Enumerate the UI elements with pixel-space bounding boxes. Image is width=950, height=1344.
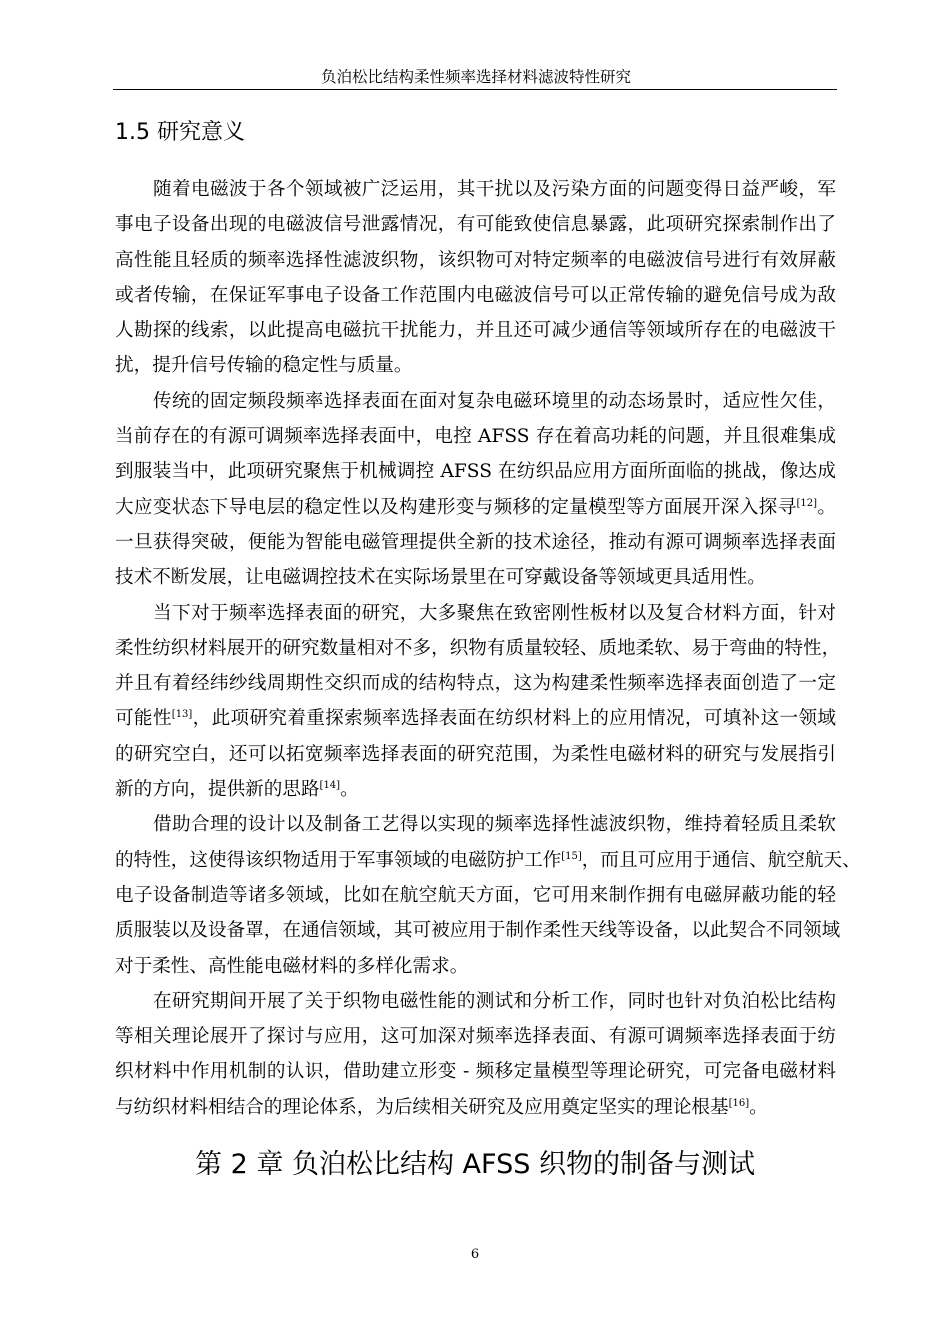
line-text: 织材料中作用机制的认识，借助建立形变 - 频移定量模型等理论研究，可完备电磁材料	[115, 1061, 836, 1083]
text-line	[115, 1019, 836, 1054]
line-text: 一旦获得突破，便能为智能电磁管理提供全新的技术途径，推动有源可调频率选择表面	[115, 531, 836, 553]
line-text: 。	[749, 1096, 768, 1118]
text-line	[115, 490, 836, 525]
text-line	[115, 384, 836, 419]
paragraph	[115, 172, 836, 384]
text-line	[115, 525, 836, 560]
citation-ref: [14]	[319, 780, 341, 792]
text-line	[115, 1054, 836, 1089]
line-text: 传统的固定频段频率选择表面在面对复杂电磁环境里的动态场景时，适应性欠佳，	[153, 390, 836, 412]
text-line	[115, 596, 836, 631]
line-text: 人勘探的线索，以此提高电磁抗干扰能力，并且还可减少通信等领域所存在的电磁波干	[115, 320, 836, 342]
text-line	[115, 772, 836, 807]
text-line	[115, 737, 836, 772]
text-line	[115, 843, 861, 878]
text-line	[115, 278, 836, 313]
line-text: 的特性，这使得该织物适用于军事领域的电磁防护工作	[115, 849, 562, 871]
citation-ref: [12]	[796, 497, 818, 509]
paragraph	[115, 384, 836, 596]
line-text: 的研究空白，还可以拓宽频率选择表面的研究范围，为柔性电磁材料的研究与发展指引	[115, 743, 836, 765]
text-line	[115, 560, 836, 595]
text-line	[115, 172, 836, 207]
line-text: 或者传输，在保证军事电子设备工作范围内电磁波信号可以正常传输的避免信号成为敌	[115, 284, 836, 306]
line-text: 借助合理的设计以及制备工艺得以实现的频率选择性滤波织物，维持着轻质且柔软	[153, 814, 836, 836]
text-line	[115, 243, 836, 278]
line-text: 当下对于频率选择表面的研究，大多聚焦在致密刚性板材以及复合材料方面，针对	[153, 602, 836, 624]
line-text: ，而且可应用于通信、航空航天、	[581, 849, 861, 871]
line-text: 技术不断发展，让电磁调控技术在实际场景里在可穿戴设备等领域更具适用性。	[115, 567, 766, 589]
section-heading: 1.5 研究意义	[115, 120, 245, 145]
line-text: 柔性纺织材料展开的研究数量相对不多，织物有质量较轻、质地柔软、易于弯曲的特性，	[115, 637, 841, 659]
text-line	[115, 949, 836, 984]
text-line	[115, 419, 836, 454]
text-line	[115, 913, 841, 948]
body-text	[115, 172, 861, 1125]
text-line	[115, 1090, 836, 1125]
text-line	[115, 631, 841, 666]
text-line	[115, 807, 836, 842]
text-line	[115, 313, 836, 348]
paragraph	[115, 807, 861, 983]
line-text: 。	[817, 496, 836, 518]
running-header: 负泊松比结构柔性频率选择材料滤波特性研究	[320, 68, 631, 86]
line-text: 新的方向，提供新的思路	[115, 779, 320, 801]
header-rule	[113, 89, 837, 90]
line-text: 。	[340, 779, 359, 801]
line-text: 随着电磁波于各个领域被广泛运用，其干扰以及污染方面的问题变得日益严峻，军	[153, 179, 836, 200]
text-line	[115, 207, 836, 242]
line-text: 扰，提升信号传输的稳定性与质量。	[115, 355, 413, 377]
text-line	[115, 878, 836, 913]
line-text: 质服装以及设备罩，在通信领域，其可被应用于制作柔性天线等设备，以此契合不同领域	[115, 920, 841, 942]
text-line	[115, 348, 836, 383]
text-line	[115, 701, 836, 736]
line-text: 当前存在的有源可调频率选择表面中，电控 AFSS 存在着高功耗的问题，并且很难集成	[115, 426, 836, 448]
chapter-heading: 第 2 章 负泊松比结构 AFSS 织物的制备与测试	[195, 1149, 755, 1180]
text-line	[115, 984, 836, 1019]
line-text: 对于柔性、高性能电磁材料的多样化需求。	[115, 955, 469, 977]
line-text: 高性能且轻质的频率选择性滤波织物，该织物可对特定频率的电磁波信号进行有效屏蔽	[115, 249, 836, 271]
line-text: ，此项研究着重探索频率选择表面在纺织材料上的应用情况，可填补这一领域	[192, 708, 836, 730]
paragraph	[115, 984, 836, 1125]
line-text: 并且有着经纬纱线周期性交织而成的结构特点，这为构建柔性频率选择表面创造了一定	[115, 673, 836, 695]
line-text: 可能性	[115, 708, 172, 730]
line-text: 与纺织材料相结合的理论体系，为后续相关研究及应用奠定坚实的理论根基	[115, 1096, 729, 1118]
citation-ref: [15]	[561, 850, 582, 862]
citation-ref: [13]	[171, 709, 193, 721]
line-text: 事电子设备出现的电磁波信号泄露情况，有可能致使信息暴露，此项研究探索制作出了	[115, 214, 836, 236]
line-text: 在研究期间开展了关于织物电磁性能的测试和分析工作，同时也针对负泊松比结构	[153, 990, 836, 1012]
text-line	[115, 666, 836, 701]
paragraph	[115, 596, 841, 808]
citation-ref: [16]	[728, 1097, 750, 1109]
page-number: 6	[470, 1247, 480, 1262]
line-text: 等相关理论展开了探讨与应用，这可加深对频率选择表面、有源可调频率选择表面于纺	[115, 1026, 836, 1048]
line-text: 电子设备制造等诸多领域，比如在航空航天方面，它可用来制作拥有电磁屏蔽功能的轻	[115, 884, 836, 906]
line-text: 大应变状态下导电层的稳定性以及构建形变与频移的定量模型等方面展开深入探寻	[115, 496, 797, 518]
line-text: 到服装当中，此项研究聚焦于机械调控 AFSS 在纺织品应用方面所面临的挑战，像达成	[115, 461, 836, 483]
text-line	[115, 454, 836, 489]
